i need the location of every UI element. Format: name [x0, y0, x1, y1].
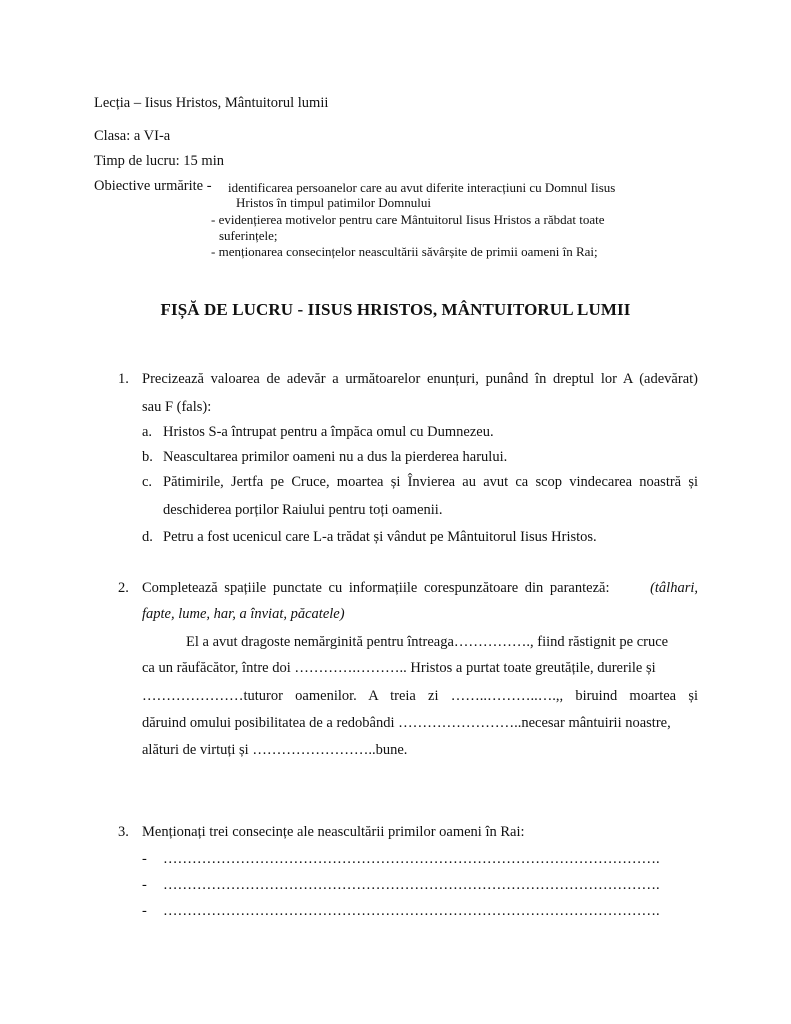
item-d-letter: d. [142, 529, 153, 545]
objective-2-line1: - evidențierea motivelor pentru care Mântuitorul Iisus Hristos a răbdat toate [211, 212, 605, 227]
exercise-2-number: 2. [118, 580, 129, 596]
exercise-2-prompt-line1 [142, 580, 698, 597]
class-label: Clasa: a VI-a [94, 128, 171, 144]
exercise-1-prompt-line1: Precizează valoarea de adevăr a următoarelor enunțuri, punând în dreptul lor A (adevărat) [142, 371, 698, 387]
fill-paragraph-line3: …………………tuturor oamenilor. A treia zi ……..………..….,, biruind moartea și [142, 688, 698, 704]
answer-line-1-dash: - [142, 851, 147, 867]
item-a-text: Hristos S-a întrupat pentru a împăca omul cu Dumnezeu. [163, 424, 494, 440]
exercise-2-options-part1: (tâlhari, [650, 580, 698, 596]
fill-paragraph-line2: ca un răufăcător, între doi ………….……….. Hristos a purtat toate greutățile, durerile și [142, 660, 656, 676]
item-b-text: Neascultarea primilor oameni nu a dus la pierderea harului. [163, 449, 508, 465]
exercise-1-number: 1. [118, 371, 129, 387]
answer-line-2[interactable]: …………………………………………………………………………………………. [163, 877, 660, 893]
item-c-text: Pătimirile, Jertfa pe Cruce, moartea și Învierea au avut ca scop vindecarea noastră și [163, 474, 698, 490]
fill-paragraph-line1: El a avut dragoste nemărginită pentru întreaga……………., fiind răstignit pe cruce [186, 634, 669, 650]
answer-line-2-dash: - [142, 877, 147, 893]
fill-paragraph-line4: dăruind omului posibilitatea de a redobândi ……………………..necesar mântuirii noastre, [142, 715, 671, 731]
item-d-text: Petru a fost ucenicul care L-a trădat și vândut pe Mântuitorul Iisus Hristos. [163, 529, 597, 545]
objective-2-line2: suferințele; [219, 228, 278, 243]
lesson-title: Lecția – Iisus Hristos, Mântuitorul lumii [94, 95, 329, 111]
exercise-2-options-part2: fapte, lume, har, a înviat, păcatele) [142, 606, 345, 622]
exercise-3-number: 3. [118, 824, 129, 840]
work-time: Timp de lucru: 15 min [94, 153, 224, 169]
worksheet-title: FIȘĂ DE LUCRU - IISUS HRISTOS, MÂNTUITORUL LUMII [160, 300, 631, 319]
item-c-letter: c. [142, 474, 153, 490]
exercise-1-prompt-line2: sau F (fals): [142, 399, 212, 415]
objective-1-line2: Hristos în timpul patimilor Domnului [236, 195, 431, 210]
objective-1-line1: identificarea persoanelor care au avut diferite interacțiuni cu Domnul Iisus [228, 180, 616, 195]
answer-line-3[interactable]: …………………………………………………………………………………………. [163, 903, 660, 919]
exercise-3-prompt: Menționați trei consecințe ale neascultării primilor oameni în Rai: [142, 824, 525, 840]
item-c-text-line2: deschiderea porților Raiului pentru toți oamenii. [163, 502, 443, 518]
answer-line-1[interactable]: …………………………………………………………………………………………. [163, 851, 660, 867]
objectives-label: Obiective urmărite - [94, 178, 212, 194]
exercise-2-prompt-text: Completează spațiile punctate cu informațiile corespunzătoare din paranteză: [142, 580, 610, 596]
item-b-letter: b. [142, 449, 153, 465]
objective-3-line1: - menționarea consecințelor neascultării săvârșite de primii oameni în Rai; [211, 244, 598, 259]
item-a-letter: a. [142, 424, 153, 440]
fill-paragraph-line5: alături de virtuți și ……………………..bune. [142, 742, 408, 758]
answer-line-3-dash: - [142, 903, 147, 919]
